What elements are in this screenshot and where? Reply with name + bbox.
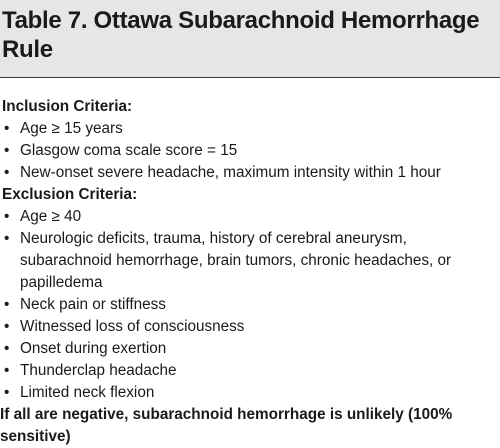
inclusion-item-headache — [0, 162, 500, 184]
bullet-icon: • — [4, 208, 10, 225]
bullet-icon: • — [4, 296, 10, 313]
inclusion-criteria-list — [0, 118, 500, 184]
exclusion-item-label: Witnessed loss of consciousness — [20, 318, 245, 335]
exclusion-item-label: Onset during exertion — [20, 340, 167, 357]
bullet-icon: • — [4, 230, 10, 247]
inclusion-item-label: New-onset severe headache, maximum intensity within 1 hour — [20, 164, 441, 181]
table-title: Table 7. Ottawa Subarachnoid Hemorrhage Rule — [2, 7, 480, 63]
inclusion-item-label: Glasgow coma scale score = 15 — [20, 142, 238, 159]
bullet-icon: • — [4, 340, 10, 357]
exclusion-item-loss-of-consciousness — [0, 316, 500, 338]
inclusion-item-age — [0, 118, 500, 140]
exclusion-item-neurologic — [0, 228, 500, 294]
bullet-icon: • — [4, 164, 10, 181]
exclusion-item-exertion — [0, 338, 500, 360]
exclusion-item-label: Thunderclap headache — [20, 362, 177, 379]
rule-conclusion: If all are negative, subarachnoid hemorrhage is unlikely (100% sensitive) — [0, 406, 453, 445]
bullet-icon: • — [4, 384, 10, 401]
table-content — [0, 96, 500, 448]
inclusion-criteria-heading: Inclusion Criteria: — [2, 98, 133, 115]
exclusion-criteria-list — [0, 206, 500, 404]
exclusion-item-neck-flexion — [0, 382, 500, 404]
exclusion-item-neck-pain — [0, 294, 500, 316]
bullet-icon: • — [4, 362, 10, 379]
bullet-icon: • — [4, 120, 10, 137]
inclusion-item-label: Age ≥ 15 years — [20, 120, 123, 137]
exclusion-item-age — [0, 206, 500, 228]
exclusion-item-label: Neck pain or stiffness — [20, 296, 166, 313]
inclusion-item-gcs — [0, 140, 500, 162]
exclusion-item-label: Limited neck flexion — [20, 384, 155, 401]
exclusion-item-thunderclap — [0, 360, 500, 382]
exclusion-criteria-heading: Exclusion Criteria: — [2, 186, 138, 203]
bullet-icon: • — [4, 318, 10, 335]
exclusion-item-label: Neurologic deficits, trauma, history of cerebral aneurysm, subarachnoid hemorrhage, brain tumors, chronic headaches, or papilledema — [20, 230, 452, 291]
exclusion-item-label: Age ≥ 40 — [20, 208, 82, 225]
bullet-icon: • — [4, 142, 10, 159]
table-title-bar — [0, 0, 500, 78]
